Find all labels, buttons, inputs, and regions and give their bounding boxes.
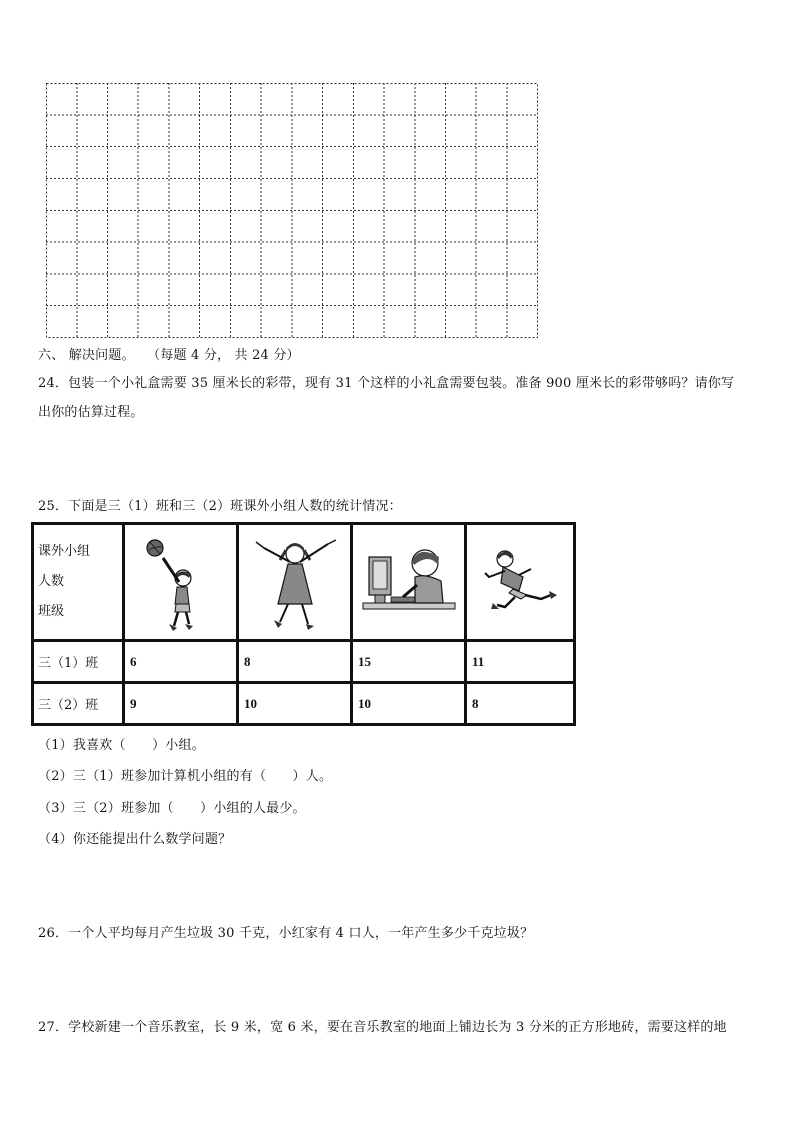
question-27: 27．学校新建一个音乐教室，长 9 米，宽 6 米，要在音乐教室的地面上铺边长为 3 分米的正方形地砖，需要这样的地 [38, 1020, 727, 1035]
running-boy-icon [475, 547, 565, 617]
corner-label-class: 班级 [38, 604, 65, 619]
question-25-sub4: （4）你还能提出什么数学问题？ [38, 832, 232, 847]
table-cell: 15 [352, 641, 466, 683]
header-basketball [124, 524, 238, 641]
row-label: 三（2）班 [33, 683, 124, 725]
table-cell: 9 [124, 683, 238, 725]
corner-label-group: 课外小组 [38, 544, 91, 559]
header-running [466, 524, 575, 641]
table-cell: 8 [238, 641, 352, 683]
basketball-player-icon [141, 532, 221, 632]
question-25-intro: 25．下面是三（1）班和三（2）班课外小组人数的统计情况： [38, 499, 402, 514]
computer-boy-icon [359, 537, 459, 627]
section-points: （每题 4 分， 共 24 分） [147, 348, 300, 363]
question-24-line2: 出你的估算过程。 [38, 405, 144, 420]
table-row [33, 641, 575, 683]
table-corner-header [33, 524, 124, 641]
header-dance [238, 524, 352, 641]
question-25-sub1: （1）我喜欢（ ）小组。 [38, 738, 205, 753]
table-row [33, 683, 575, 725]
dancing-girl-icon [250, 532, 340, 632]
question-25-sub2: （2）三（1）班参加计算机小组的有（ ）人。 [38, 769, 333, 784]
header-computer [352, 524, 466, 641]
table-cell: 11 [466, 641, 575, 683]
table-header-row [33, 524, 575, 641]
section-heading [38, 348, 300, 364]
corner-label-count: 人数 [38, 574, 65, 589]
table-cell: 10 [352, 683, 466, 725]
section-title: 六、 解决问题。 [38, 348, 135, 363]
table-cell: 8 [466, 683, 575, 725]
table-cell: 6 [124, 641, 238, 683]
answer-grid [46, 83, 538, 338]
row-label: 三（1）班 [33, 641, 124, 683]
question-26: 26．一个人平均每月产生垃圾 30 千克，小红家有 4 口人，一年产生多少千克垃圾？ [38, 926, 534, 941]
question-24-line1: 24．包装一个小礼盒需要 35 厘米长的彩带，现有 31 个这样的小礼盒需要包装。准备 900 厘米长的彩带够吗？请你写 [38, 376, 735, 391]
group-stats-table [31, 522, 576, 726]
table-cell: 10 [238, 683, 352, 725]
question-25-sub3: （3）三（2）班参加（ ）小组的人最少。 [38, 801, 306, 816]
